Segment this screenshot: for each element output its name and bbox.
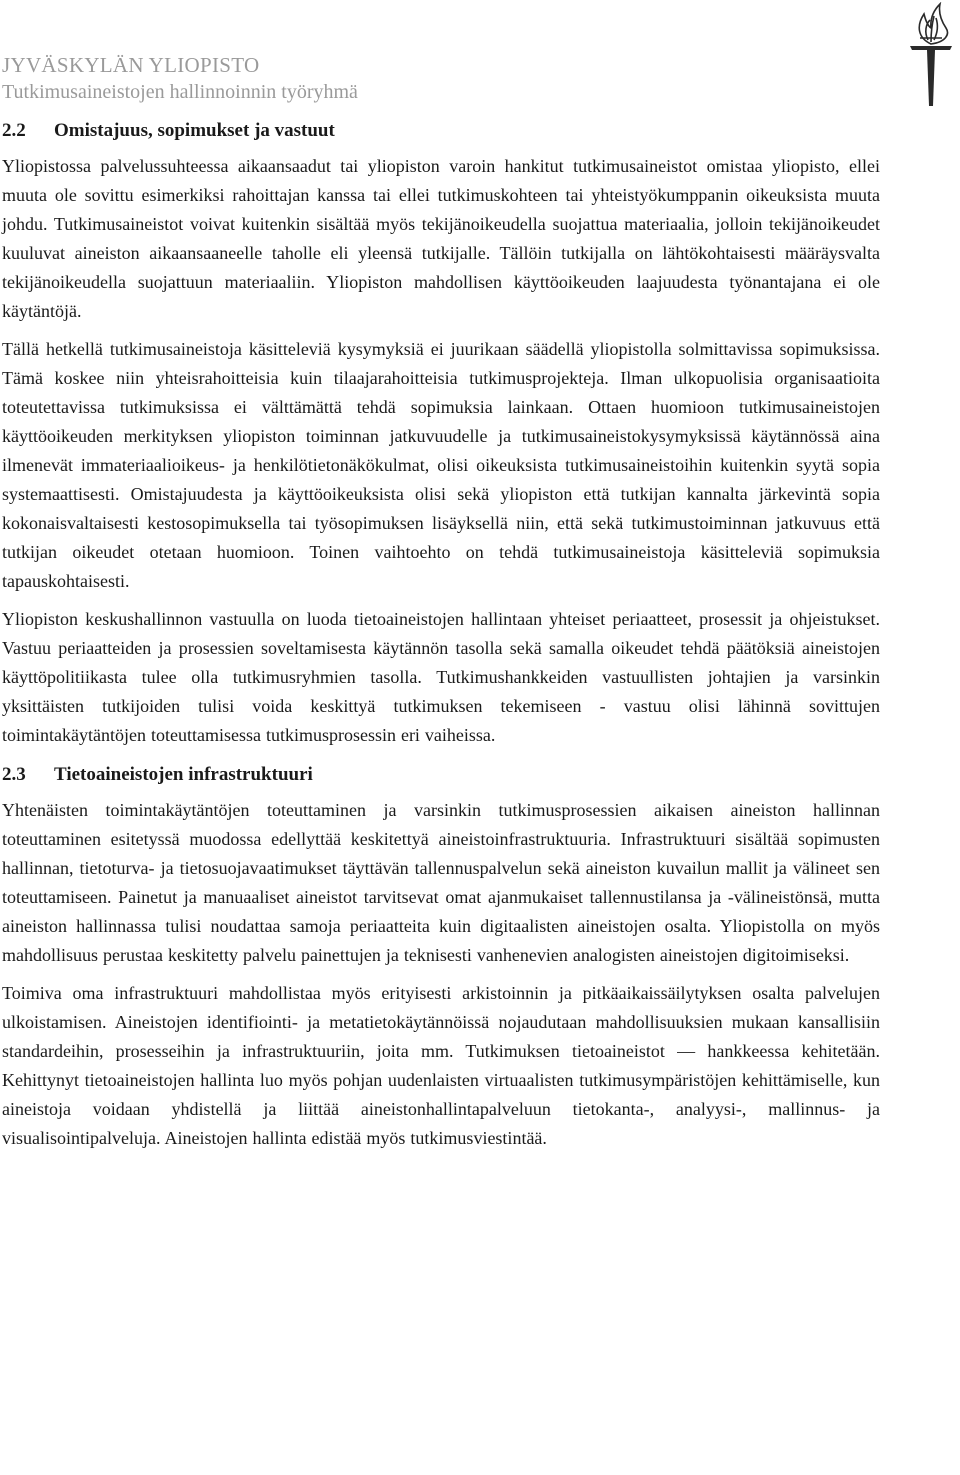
section-heading bbox=[2, 120, 880, 142]
paragraph: Toimiva oma infrastruktuuri mahdollistaa myös erityisesti arkistoinnin ja pitkäaikaissäilytyksen osalta palvelujen ulkoistamisen. Aineistojen identifiointi- ja metatietokäytännöissä nojaudutaan mahdollisuuksien mukaan kansallisiin standardeihin, prosesseihin ja infrastruktuuriin, joita mm. Tutkimuksen tietoaineistot — hankkeessa kehitetään. Kehittynyt tietoaineistojen hallinta luo myös pohjan uudenlaisten virtuaalisten tutkimusympäristöjen kehittämiselle, kun aineistoja voidaan yhdistellä ja liittää aineistonhallintapalveluun tietokanta-, analyysi-, mallinnus- ja visualisointipalveluja. Aineistojen hallinta edistää myös tutkimusviestintää. bbox=[2, 983, 880, 1148]
section-number: 2.2 bbox=[2, 120, 26, 141]
document-header bbox=[2, 52, 358, 106]
paragraph: Yliopiston keskushallinnon vastuulla on luoda tietoaineistojen hallintaan yhteiset periaatteet, prosessit ja ohjeistukset. Vastuu periaatteiden ja prosessien soveltamisesta käytännön tasolla sekä samalla oikeudet tehdä päätöksiä aineistojen käyttöpolitiikasta tulee olla tutkimusryhmien tasolla. Tutkimushankkeiden vastuullisten johtajien ja varsinkin yksittäisten tutkijoiden tulisi voida keskittyä tutkimuksen tekemiseen - vastuu olisi lähinnä sovittujen toimintakäytäntöjen toteuttamisessa tutkimusprosessin eri vaiheissa. bbox=[2, 609, 880, 745]
section-2-2 bbox=[2, 120, 880, 750]
section-title: Tietoaineistojen infrastruktuuri bbox=[54, 764, 313, 785]
paragraph: Yhtenäisten toimintakäytäntöjen toteuttaminen ja varsinkin tutkimusprosessien aikaisen aineiston hallinnan toteuttaminen esitetyssä muodossa edellyttää keskitettyä aineistoinfrastruktuuria. Infrastruktuuri sisältää sopimusten hallinnan, tietoturva- ja tietosuojavaatimukset täyttävän tallennuspalvelun sekä aineiston kuvailun mallit ja välineet sen toteuttamiseen. Painetut ja manuaaliset aineistot tarvitsevat omat ajanmukaiset tallennustilansa ja -välineistönsä, mutta aineiston hallinnassa tulisi noudattaa samoja periaatteita kuin digitaalisten aineistojen osalta. Yliopistolla on myös mahdollisuus perustaa keskitetty palvelu painettujen ja teknisesti vanhenevien analogisten aineistojen digitoimiseksi. bbox=[2, 800, 880, 965]
section-heading bbox=[2, 764, 880, 786]
torch-logo-icon bbox=[906, 2, 956, 110]
paragraph: Tällä hetkellä tutkimusaineistoja käsitteleviä kysymyksiä ei juurikaan säädellä yliopistolla solmittavissa sopimuksissa. Tämä koskee niin yhteisrahoitteisia kuin tilaajarahoitteisia tutkimusprojekteja. Ilman ulkopuolisia organisaatioita toteutettavissa tutkimuksissa ei välttämättä tehdä sopimuksia lainkaan. Ottaen huomioon tutkimusaineistojen käyttöoikeuden merkityksen yliopiston toiminnan jatkuvuudelle ja tutkimusaineistokysymyksissä käytännössä aina ilmenevät immateriaalioikeus- ja henkilötietonäkökulmat, olisi oikeuksista tutkimusaineistoihin kuitenkin syytä sopia systemaattisesti. Omistajuudesta ja käyttöoikeuksista olisi sekä yliopiston että tutkijan kannalta järkevintä sopia kokonaisvaltaisesti kestosopimuksella tai työsopimuksen lisäyksellä niin, että sekä tutkimustoiminnan jatkuvuus että tutkijan oikeudet otetaan huomioon. Toinen vaihtoehto on tehdä tutkimusaineistoja käsitteleviä sopimuksia tapauskohtaisesti. bbox=[2, 339, 880, 591]
document-body bbox=[2, 120, 880, 1162]
section-title: Omistajuus, sopimukset ja vastuut bbox=[54, 120, 335, 141]
paragraph: Yliopistossa palvelussuhteessa aikaansaadut tai yliopiston varoin hankitut tutkimusaineistot omistaa yliopisto, ellei muuta ole sovittu esimerkiksi rahoittajan kanssa tai ellei tutkimuskohteen tai yhteistyökumppanin oikeuksista muuta johdu. Tutkimusaineistot voivat kuitenkin sisältää myös tekijänoikeudella suojattua materiaalia, jolloin tekijänoikeudet kuuluvat aineiston aikaansaaneelle taholle eli yleensä tutkijalle. Tällöin tutkijalla on lähtökohtaisesti määräysvalta tekijänoikeudella suojattuun materiaaliin. Yliopiston mahdollisen käyttöoikeuden laajuudesta työnantajana ei ole käytäntöjä. bbox=[2, 156, 880, 321]
organization-name: JYVÄSKYLÄN YLIOPISTO bbox=[2, 53, 260, 77]
section-number: 2.3 bbox=[2, 764, 26, 785]
section-2-3 bbox=[2, 764, 880, 1153]
working-group-name: Tutkimusaineistojen hallinnoinnin työryhmä bbox=[2, 81, 358, 103]
